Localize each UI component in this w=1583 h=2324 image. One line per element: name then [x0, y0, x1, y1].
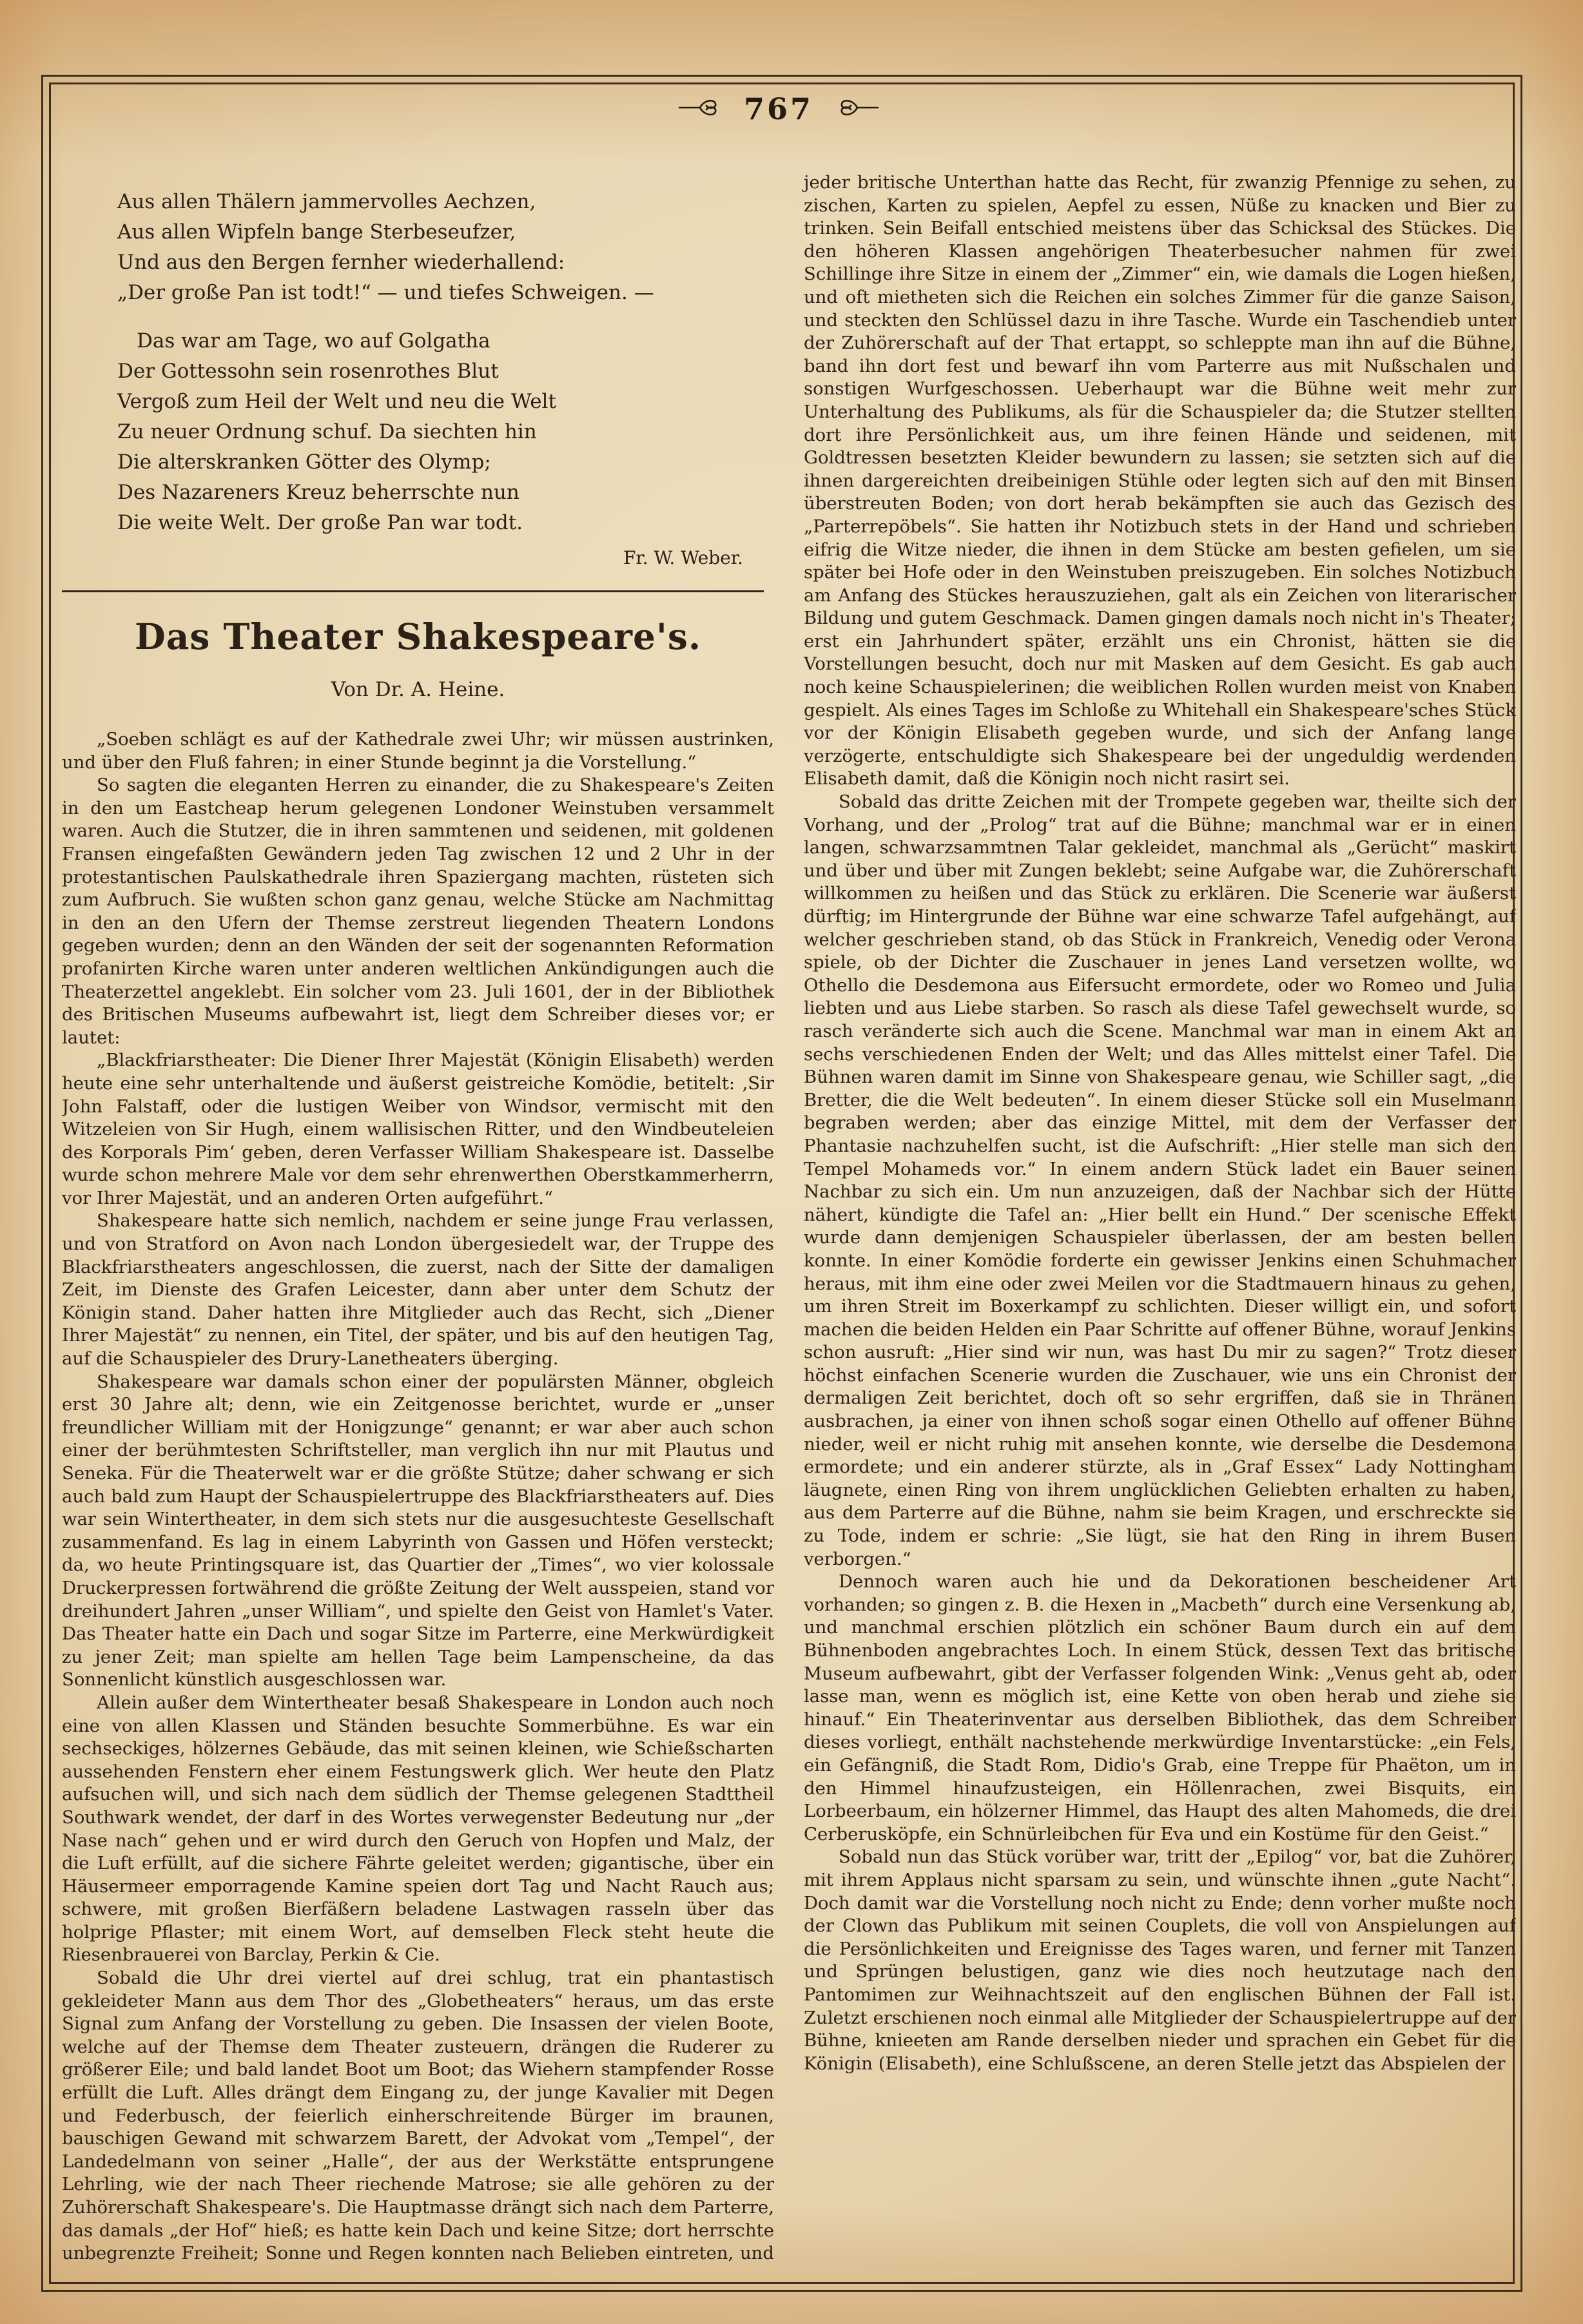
article-title: Das Theater Shakespeare's.	[135, 615, 701, 657]
poem-line: Aus allen Wipfeln bange Sterbeseufzer,	[117, 220, 516, 244]
poem-line: Das war am Tage, wo auf Golgatha	[137, 329, 490, 353]
page-header	[0, 92, 1557, 126]
poem-line: Zu neuer Ordnung schuf. Da siechten hin	[117, 420, 537, 443]
article-paragraph: So sagten die eleganten Herren zu einander, die zu Shakespeare's Zeiten in den um Eastcheap herum gelegenen Londoner Weinstuben versammelt waren. Auch die Stutzer, die in ihren sammtenen und seidenen, mit goldenen Fransen eingefaßten Gewändern jeden Tag zwischen 12 und 2 Uhr in der protestantischen Paulskathedrale ihren Spaziergang machten, rüsteten sich zum Aufbruch. Sie wußten schon ganz genau, welche Stücke am Nachmittag in den an den Ufern der Themse zerstreut liegenden Theatern Londons gegeben wurden; denn an den Wänden der seit der sogenannten Reformation profanirten Kirche waren unter anderen weltlichen Ankündigungen auch die Theaterzettel angeklebt. Ein solcher vom 23. Juli 1601, der in der Bibliothek des Britischen Museums aufbewahrt ist, liegt dem Schreiber dieses vor; er lautet:	[62, 775, 774, 1048]
poem-line: Des Nazareners Kreuz beherrschte nun	[117, 481, 520, 504]
poem-line: Und aus den Bergen fernher wiederhallend:	[117, 251, 565, 274]
article-byline: Von Dr. A. Heine.	[331, 678, 505, 701]
poem-stanza-2	[117, 326, 774, 538]
poem-stanza-1	[117, 187, 774, 308]
article-paragraph: Sobald das dritte Zeichen mit der Trompete gegeben war, theilte sich der Vorhang, und der „Prolog“ trat auf die Bühne; manchmal war er in einen langen, schwarzsammtnen Talar gekleidet, manchmal als „Gerücht“ maskirt und über und über mit Zungen beklebt; seine Aufgabe war, die Zuhörerschaft willkommen zu heißen und das Stück zu erklären. Die Scenerie war äußerst dürftig; im Hintergrunde der Bühne war eine schwarze Tafel aufgehängt, auf welcher geschrieben stand, ob das Stück in Frankreich, Venedig oder Verona spiele, ob der Dichter die Zuschauer in jenes Land versetzen wollte, wo Othello die Desdemona aus Eifersucht ermordete, oder wo Romeo und Julia liebten und aus Liebe starben. So rasch als diese Tafel gewechselt wurde, so rasch veränderte sich auch die Scene. Manchmal war man in einem Akt an sechs verschiedenen Enden der Welt; und das Alles mittelst einer Tafel. Die Bühnen waren damit im Sinne von Shakespeare genau, wie Schiller sagt, „die Bretter, die die Welt bedeuten“. In einem dieser Stücke soll ein Muselmann begraben werden; aber das einzige Mittel, mit dem der Verfasser der Phantasie nachzuhelfen sucht, ist die Aufschrift: „Hier stelle man sich den Tempel Mohameds vor.“ In einem andern Stück ladet ein Bauer seinen Nachbar zu sich ein. Um nun anzuzeigen, daß der Nachbar sich der Hütte nähert, kündigte die Tafel an: „Hier bellt ein Hund.“ Der scenische Effekt wurde dann demjenigen Schauspieler überlassen, der am besten bellen konnte. In einer Komödie forderte ein gewisser Jenkins einen Schuhmacher heraus, mit ihm eine oder zwei Meilen vor die Stadtmauern hinaus zu gehen, um ihren Streit im Boxerkampf zu schlichten. Dieser willigt ein, und sofort machen die beiden Helden ein Paar Schritte auf offener Bühne, worauf Jenkins schon ausruft: „Hier sind wir nun, was hast Du mir zu sagen?“ Trotz dieser höchst einfachen Scenerie wurden die Zuschauer, wie uns ein Chronist der dermaligen Zeit berichtet, doch oft so sehr ergriffen, daß sie in Thränen ausbrachen, ja einer von ihnen schoß sogar einen Othello auf offener Bühne nieder, weil er nicht ruhig mit ansehen konnte, wie derselbe die Desdemona ermordete; und ein anderer stürzte, als in „Graf Essex“ Lady Nottingham läugnete, einen Ring von ihrem unglücklichen Geliebten erhalten zu haben, aus dem Parterre auf die Bühne, nahm sie beim Kragen, und erschreckte sie zu Tode, indem er schrie: „Sie lügt, sie hat den Ring in ihrem Busen verborgen.“	[804, 791, 1516, 1569]
poem-line: Die weite Welt. Der große Pan war todt.	[117, 511, 523, 534]
poem-line: Aus allen Thälern jammervolles Aechzen,	[117, 190, 536, 213]
fleuron-left-icon	[678, 99, 721, 119]
content-columns	[62, 171, 1516, 2285]
poem-author: Fr. W. Weber.	[623, 547, 743, 568]
fleuron-right-icon	[837, 99, 879, 119]
article-paragraph: Sobald nun das Stück vorüber war, tritt der „Epilog“ vor, bat die Zuhörer, mit ihrem Applaus nicht sparsam zu sein, und wünschte ihnen „gute Nacht“. Doch damit war die Vorstellung noch nicht zu Ende; denn vorher mußte noch der Clown das Publikum mit seinen Couplets, die voll von Anspielungen auf die Persönlichkeiten und Ereignisse des Tages waren, und ferner mit Tanzen und Sprüngen belustigen, ganz wie dies noch heutzutage nach den Pantomimen zur Weihnachtszeit auf den englischen Bühnen der Fall ist. Zuletzt erschienen noch einmal alle Mitglieder der Schauspielertruppe auf der Bühne, knieeten am Rande derselben nieder und sprachen ein Gebet für die Königin (Elisabeth), eine Schlußscene, an deren Stelle jetzt das Abspielen der	[804, 1846, 1516, 2074]
page-number: 767	[743, 92, 814, 126]
poem	[117, 187, 774, 538]
article-paragraph: Allein außer dem Wintertheater besaß Shakespeare in London auch noch eine von allen Klassen und Ständen besuchte Sommerbühne. Es war ein sechseckiges, hölzernes Gebäude, das mit seinen kleinen, wie Schießscharten aussehenden Fenstern eher einem Festungswerk glich. Wer heute den Platz aufsuchen will, und sich nach dem südlich der Themse gelegenen Stadttheil Southwark wendet, der darf in des Wortes verwegenster Bedeutung nur „der Nase nach“ gehen und er wird durch den Geruch von Hopfen und Malz, der die Luft erfüllt, auf die sichere Fährte geleitet werden; gigantische, über ein Häusermeer emporragende Kamine speien dort Tag und Nacht Rauch aus; schwere, mit großen Bierfäßern beladene Lastwagen rasseln über das holprige Pflaster; mit einem Wort, auf demselben Fleck steht heute die Riesenbrauerei von Barclay, Perkin & Cie.	[62, 1692, 774, 1966]
poem-line: Der Gottessohn sein rosenrothes Blut	[117, 360, 499, 383]
poem-line: Vergoß zum Heil der Welt und neu die Welt	[117, 390, 556, 413]
article-paragraph: „Soeben schlägt es auf der Kathedrale zwei Uhr; wir müssen austrinken, und über den Fluß fahren; in einer Stunde beginnt ja die Vorstellung.“	[62, 729, 774, 773]
article-paragraph: „Blackfriarstheater: Die Diener Ihrer Majestät (Königin Elisabeth) werden heute eine sehr unterhaltende und äußerst geistreiche Komödie, betitelt: ‚Sir John Falstaff, oder die lustigen Weiber von Windsor, vermischt mit den Witzeleien von Sir Hugh, einem wallisischen Ritter, und den Windbeuteleien des Korporals Pim‘ geben, deren Verfasser William Shakespeare ist. Dasselbe wurde schon mehrere Male vor dem sehr ehrenwerthen Oberstkammerherrn, vor Ihrer Majestät, und an anderen Orten aufgeführt.“	[62, 1050, 774, 1208]
article-paragraph: Dennoch waren auch hie und da Dekorationen bescheidener Art vorhanden; so gingen z. B. die Hexen in „Macbeth“ durch eine Versenkung ab, und manchmal erschien plötzlich ein schöner Baum durch ein auf dem Bühnenboden angebrachtes Loch. In einem Stück, dessen Text das britische Museum aufbewahrt, gibt der Verfasser folgenden Wink: „Venus geht ab, oder lasse man, wenn es möglich ist, eine Kette von oben herab und ziehe sie hinauf.“ Ein Theaterinventar aus derselben Bibliothek, das dem Schreiber dieses vorliegt, enthält nachstehende merkwürdige Inventarstücke: „ein Fels, ein Gefängniß, die Stadt Rom, Didio's Grab, eine Treppe für Phaëton, um in den Himmel hinaufzusteigen, ein Höllenrachen, zwei Bisquits, ein Lorbeerbaum, ein hölzerner Himmel, das Haupt des alten Mahomeds, die drei Cerberusköpfe, ein Schnürleibchen für Eva und ein Kostüme für den Geist.“	[804, 1571, 1516, 1845]
poem-line: „Der große Pan ist todt!“ — und tiefes Schweigen. —	[117, 281, 654, 304]
section-divider	[62, 590, 764, 592]
article-paragraph: Sobald die Uhr drei viertel auf drei schlug, trat ein phantastisch gekleideter Mann aus dem Thor des „Globetheaters“ heraus, um das erste Signal zum Anfang der Vorstellung zu geben. Die Insassen der vielen Boote, welche auf der Themse dem Theater zusteuern, drängen die Ruderer zu größerer Eile; und bald landet Boot um Boot; das Wiehern stampfender Rosse erfüllt die Luft. Alles drängt dem Eingang zu, der junge Kavalier mit Degen und Federbusch, der feierlich einherschreitende Bürger im braunen, bauschigen Gewand mit schwarzem Barett, der Advokat vom „Tempel“, der Landedelmann von seiner „Halle“, der aus der Werkstätte entsprungene Lehrling, wie der nach Theer riechende Matrose; sie alle gehören zu der Zuhörerschaft Shakespeare's. Die Hauptmasse drängt sich nach dem Parterre, das damals „der Hof“ hieß; es hatte kein Dach und keine Sitze; dort herrschte unbegrenzte Freiheit; Sonne und Regen konnten nach Belieben eintreten, und jeder britische Unterthan hatte das Recht, für zwanzig Pfennige zu sehen, zu zischen, Karten zu spielen, Aepfel zu essen, Nüße zu knacken und Bier zu trinken. Sein Beifall entschied meistens über das Schicksal des Stückes. Die den höheren Klassen angehörigen Theaterbesucher nahmen für zwei Schillinge ihre Sitze in einem der „Zimmer“ ein, wie damals die Logen hießen, und oft mietheten sich die Reichen ein solches Zimmer für die ganze Saison, und steckten den Schlüssel dazu in ihre Tasche. Wurde ein Taschendieb unter der Zuhörerschaft auf der That ertappt, so schleppte man ihn auf die Bühne, band ihn dort fest und bewarf ihn vom Parterre aus mit Nußschalen und sonstigen Wurfgeschossen. Ueberhaupt war die Bühne weit mehr zur Unterhaltung des Publikums, als für die Schauspieler da; die Stutzer stellten dort ihre Persönlichkeit aus, um ihre feinen Hände und seidenen, mit Goldtressen besetzten Kleider bewundern zu lassen; sie setzten sich auf die ihnen dargereichten dreibeinigen Stühle oder legten sich auf den mit Binsen überstreuten Boden; von dort herab bekämpften sie auch das Gezisch des „Parterrepöbels“. Sie hatten ihr Notizbuch stets in der Hand und schrieben eifrig die Witze nieder, die ihnen in dem Stücke am besten gefielen, um sie später bei Hofe oder in den Weinstuben preiszugeben. Ein solches Notizbuch am Anfang des Stückes herauszuziehen, galt als ein Zeichen von literarischer Bildung und gutem Geschmack. Damen gingen damals noch nicht in's Theater; erst ein Jahrhundert später, erzählt uns ein Chronist, hätten sie die Vorstellungen besucht, doch nur mit Masken auf dem Gesicht. Es gab auch noch keine Schauspielerinen; die weiblichen Rollen wurden meist von Knaben gespielt. Als eines Tages im Schloße zu Whitehall ein Shakespeare'sches Stück vor der Königin Elisabeth gegeben wurde, und sich der Anfang lange verzögerte, entschuldigte sich Shakespeare bei der ungeduldig werdenden Elisabeth damit, daß die Königin noch nicht rasirt sei.	[62, 172, 1516, 2264]
poem-line: Die alterskranken Götter des Olymp;	[117, 450, 491, 474]
article-paragraph: Shakespeare war damals schon einer der populärsten Männer, obgleich erst 30 Jahre alt; denn, wie ein Zeitgenosse berichtet, wurde er „unser freundlicher William mit der Honigzunge“ genannt; er war aber auch schon einer der berühmtesten Schriftsteller, man verglich ihn nur mit Plautus und Seneka. Für die Theaterwelt war er die größte Stütze; daher schwang er sich auch bald zum Haupt der Schauspielertruppe des Blackfriarstheaters auf. Dies war sein Wintertheater, in dem sich stets nur die ausgesuchteste Gesellschaft zusammenfand. Es lag in einem Labyrinth von Gassen und Höfen versteckt; da, wo heute Printingsquare ist, das Quartier der „Times“, wo vier kolossale Druckerpressen fortwährend die größte Zeitung der Welt ausspeien, stand vor dreihundert Jahren „unser William“, und spielte den Geist von Hamlet's Vater. Das Theater hatte ein Dach und sogar Sitze im Parterre, eine Merkwürdigkeit zu jener Zeit; man spielte am hellen Tage beim Lampenscheine, da das Sonnenlicht künstlich ausgeschlossen war.	[62, 1371, 774, 1690]
article-paragraph: Shakespeare hatte sich nemlich, nachdem er seine junge Frau verlassen, und von Stratford on Avon nach London übergesiedelt war, der Truppe des Blackfriarstheaters angeschlossen, die zuerst, nach der Sitte der damaligen Zeit, im Dienste des Grafen Leicester, dann aber unter dem Schutz der Königin stand. Daher hatten ihre Mitglieder auch das Recht, sich „Diener Ihrer Majestät“ zu nennen, ein Titel, der später, und bis auf den heutigen Tag, auf die Schauspieler des Drury-Lanetheaters überging.	[62, 1210, 774, 1370]
